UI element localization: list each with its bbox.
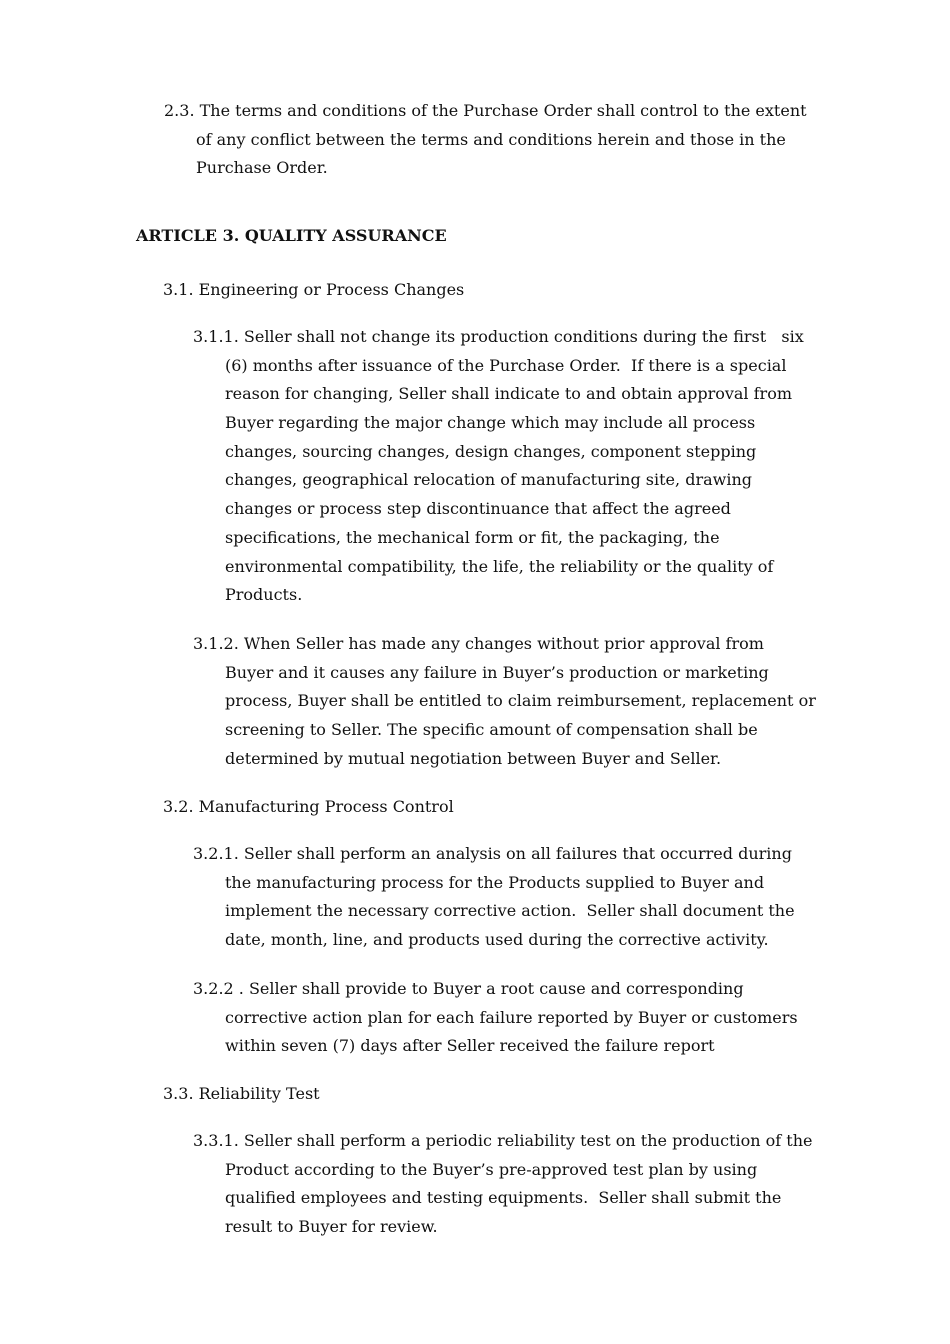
clause-3-1-1-line: Products.: [225, 585, 303, 605]
clause-3-2-2-line: corrective action plan for each failure reported by Buyer or customers: [225, 1007, 798, 1027]
clause-3-1-1-line: environmental compatibility, the life, the reliability or the quality of: [225, 556, 774, 576]
clause-3-2-2-line: 3.2.2 . Seller shall provide to Buyer a root cause and corresponding: [193, 979, 744, 998]
clause-3-1-1-line: 3.1.1. Seller shall not change its production conditions during the first six: [193, 327, 804, 346]
clause-2-3-line: 2.3. The terms and conditions of the Purchase Order shall control to the extent: [164, 101, 807, 120]
clause-3-1-1-line: changes or process step discontinuance that affect the agreed: [225, 499, 731, 519]
clause-3-1-1-line: (6) months after issuance of the Purchase Order. If there is a special: [225, 355, 787, 375]
clause-3-2-1: [193, 840, 795, 955]
clause-3-1-1: [193, 323, 804, 610]
clause-3-1-2-line: process, Buyer shall be entitled to claim reimbursement, replacement or: [225, 691, 816, 711]
clause-3-2-2: [193, 975, 798, 1061]
clause-3-1-2-line: 3.1.2. When Seller has made any changes without prior approval from: [193, 634, 764, 653]
clause-3-3-1-line: qualified employees and testing equipments. Seller shall submit the: [225, 1188, 782, 1208]
clause-3-1-2-line: screening to Seller. The specific amount of compensation shall be: [225, 720, 758, 740]
clause-3-3-1-line: 3.3.1. Seller shall perform a periodic reliability test on the production of the: [193, 1131, 813, 1150]
clause-3-2-1-line: date, month, line, and products used during the corrective activity.: [225, 930, 769, 950]
clause-3-1-1-line: reason for changing, Seller shall indicate to and obtain approval from: [225, 384, 793, 404]
clause-3-3-1-line: result to Buyer for review.: [225, 1217, 438, 1237]
clause-3-2-1-line: implement the necessary corrective action. Seller shall document the: [225, 901, 795, 921]
clause-3-1-1-line: Buyer regarding the major change which may include all process: [225, 413, 756, 433]
section-3-2-heading: 3.2. Manufacturing Process Control: [163, 797, 454, 816]
clause-3-1-2-line: determined by mutual negotiation between Buyer and Seller.: [225, 748, 722, 768]
clause-3-2-1-line: the manufacturing process for the Products supplied to Buyer and: [225, 872, 765, 892]
clause-3-1-1-line: changes, sourcing changes, design changes, component stepping: [225, 441, 757, 461]
clause-3-1-2-line: Buyer and it causes any failure in Buyer’s production or marketing: [225, 662, 769, 682]
clause-3-1-1-line: changes, geographical relocation of manufacturing site, drawing: [225, 470, 752, 490]
clause-3-2-1-line: 3.2.1. Seller shall perform an analysis on all failures that occurred during: [193, 844, 792, 863]
clause-3-3-1-line: Product according to the Buyer’s pre-approved test plan by using: [225, 1159, 758, 1179]
clause-3-3-1: [193, 1127, 813, 1242]
clause-3-1-2: [193, 630, 816, 773]
clause-3-1-1-line: specifications, the mechanical form or fit, the packaging, the: [225, 527, 720, 547]
clause-3-2-2-line: within seven (7) days after Seller received the failure report: [225, 1036, 715, 1056]
article-3-heading: ARTICLE 3. QUALITY ASSURANCE: [136, 226, 447, 245]
clause-2-3-line: of any conflict between the terms and conditions herein and those in the: [196, 129, 786, 149]
clause-2-3: [164, 97, 807, 183]
section-3-3-heading: 3.3. Reliability Test: [163, 1084, 320, 1103]
section-3-1-heading: 3.1. Engineering or Process Changes: [163, 280, 465, 299]
clause-2-3-line: Purchase Order.: [196, 158, 328, 178]
